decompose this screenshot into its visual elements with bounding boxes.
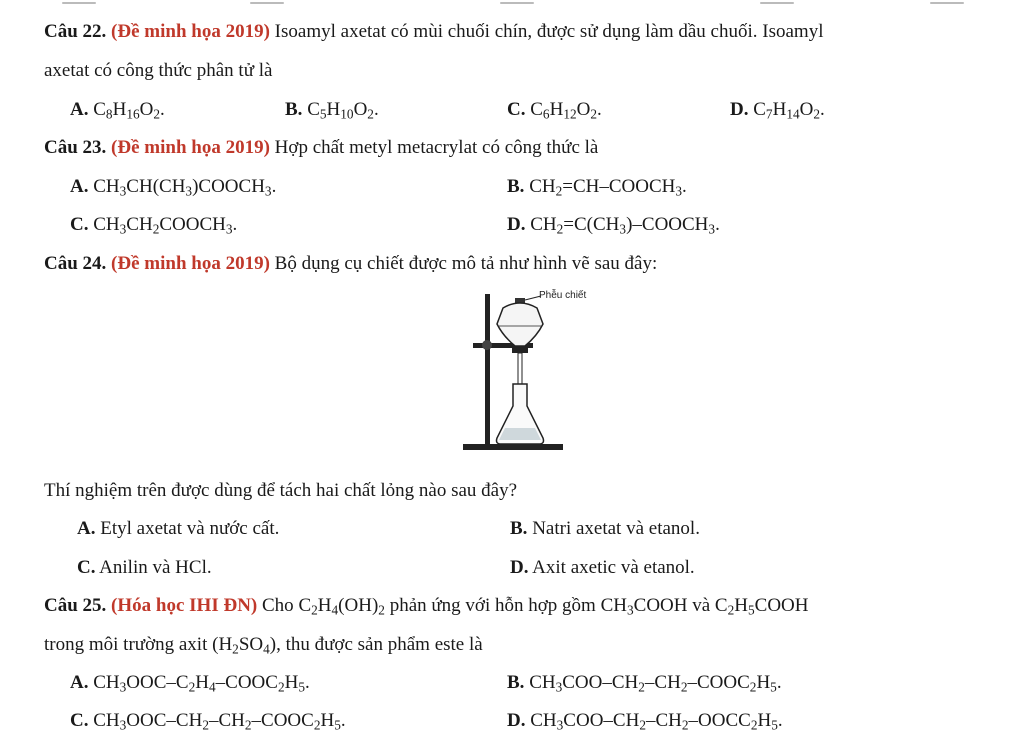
q22-number: Câu 22. (44, 21, 107, 42)
q25-source: (Hóa học IHI ĐN) (111, 595, 258, 616)
top-page-artifact (0, 0, 1024, 8)
q22-option-c: C. $C_6H_{12}O_2$. (507, 99, 602, 122)
q23-option-c: C. $CH_3CH_2COOCH_3$. (70, 214, 238, 237)
q23-option-d: D. $CH_2=C(CH_3)-COOCH_3$. (507, 214, 720, 237)
q22-stem-line2: axetat có công thức phân tử là (44, 60, 273, 81)
q24-source: (Đề minh họa 2019) (111, 253, 270, 274)
q25-option-d: D. $CH_3COO-CH_2-CH_2-OOCC_2H_5$. (507, 710, 783, 733)
q25-option-c: C. $CH_3OOC-CH_2-CH_2-COOC_2H_5$. (70, 710, 346, 733)
q23-option-a: A. $CH_3CH(CH_3)COOCH_3$. (70, 176, 277, 199)
stand-rod (485, 294, 490, 446)
q25-option-b: B. $CH_3COO-CH_2-CH_2-COOC_2H_5$. (507, 672, 782, 695)
q23-number: Câu 23. (44, 137, 107, 158)
q24-option-b: B. Natri axetat và etanol. (510, 518, 700, 539)
q24-stem (44, 252, 657, 276)
q22-option-d: D. $C_7H_{14}O_2$. (730, 99, 825, 122)
q25-stem-line2: trong môi trường axit $(H_2SO_4)$, thu được sản phẩm este là (44, 634, 483, 657)
q24-text: Bộ dụng cụ chiết được mô tả như hình vẽ sau đây: (269, 253, 658, 274)
funnel-label: Phễu chiết (539, 290, 587, 301)
q24-option-a: A. Etyl axetat và nước cất. (77, 518, 280, 539)
q22-source: (Đề minh họa 2019) (111, 21, 270, 42)
q22-option-b: B. $C_5H_{10}O_2$. (285, 99, 379, 122)
q24-question: Thí nghiệm trên được dùng để tách hai chất lỏng nào sau đây? (44, 480, 518, 501)
q23-source: (Đề minh họa 2019) (111, 137, 270, 158)
q22-stem-line1 (44, 20, 823, 44)
q22-option-a: A. $C_8H_{16}O_2$. (70, 99, 165, 122)
q23-option-b: B. $CH_2=CH-COOCH_3$. (507, 176, 687, 199)
q25-number: Câu 25. (44, 595, 107, 616)
funnel-body (497, 303, 543, 346)
q23-text: Hợp chất metyl metacrylat có công thức là (269, 137, 599, 158)
separatory-funnel-figure (455, 288, 595, 458)
q22-text1: Isoamyl axetat có mùi chuối chín, được sử dụng làm dầu chuối. Isoamyl (269, 21, 824, 42)
stopcock (512, 348, 528, 353)
stand-base (463, 444, 563, 450)
q24-option-d: D. Axit axetic và etanol. (510, 557, 695, 578)
q24-option-c: C. Anilin và HCl. (77, 557, 212, 578)
flask-liquid (499, 428, 541, 440)
q24-number: Câu 24. (44, 253, 107, 274)
q25-option-a: A. $CH_3OOC-C_2H_4-COOC_2H_5$. (70, 672, 310, 695)
q25-stem-line1: Câu 25. (Hóa học IHI ĐN) Cho $C_2H_4(OH)_2$ phản ứng với hỗn hợp gồm $CH_3COOH$ và $C_2H_5COOH$ (44, 595, 809, 618)
q23-stem (44, 136, 598, 160)
clamp-knob (482, 340, 492, 350)
